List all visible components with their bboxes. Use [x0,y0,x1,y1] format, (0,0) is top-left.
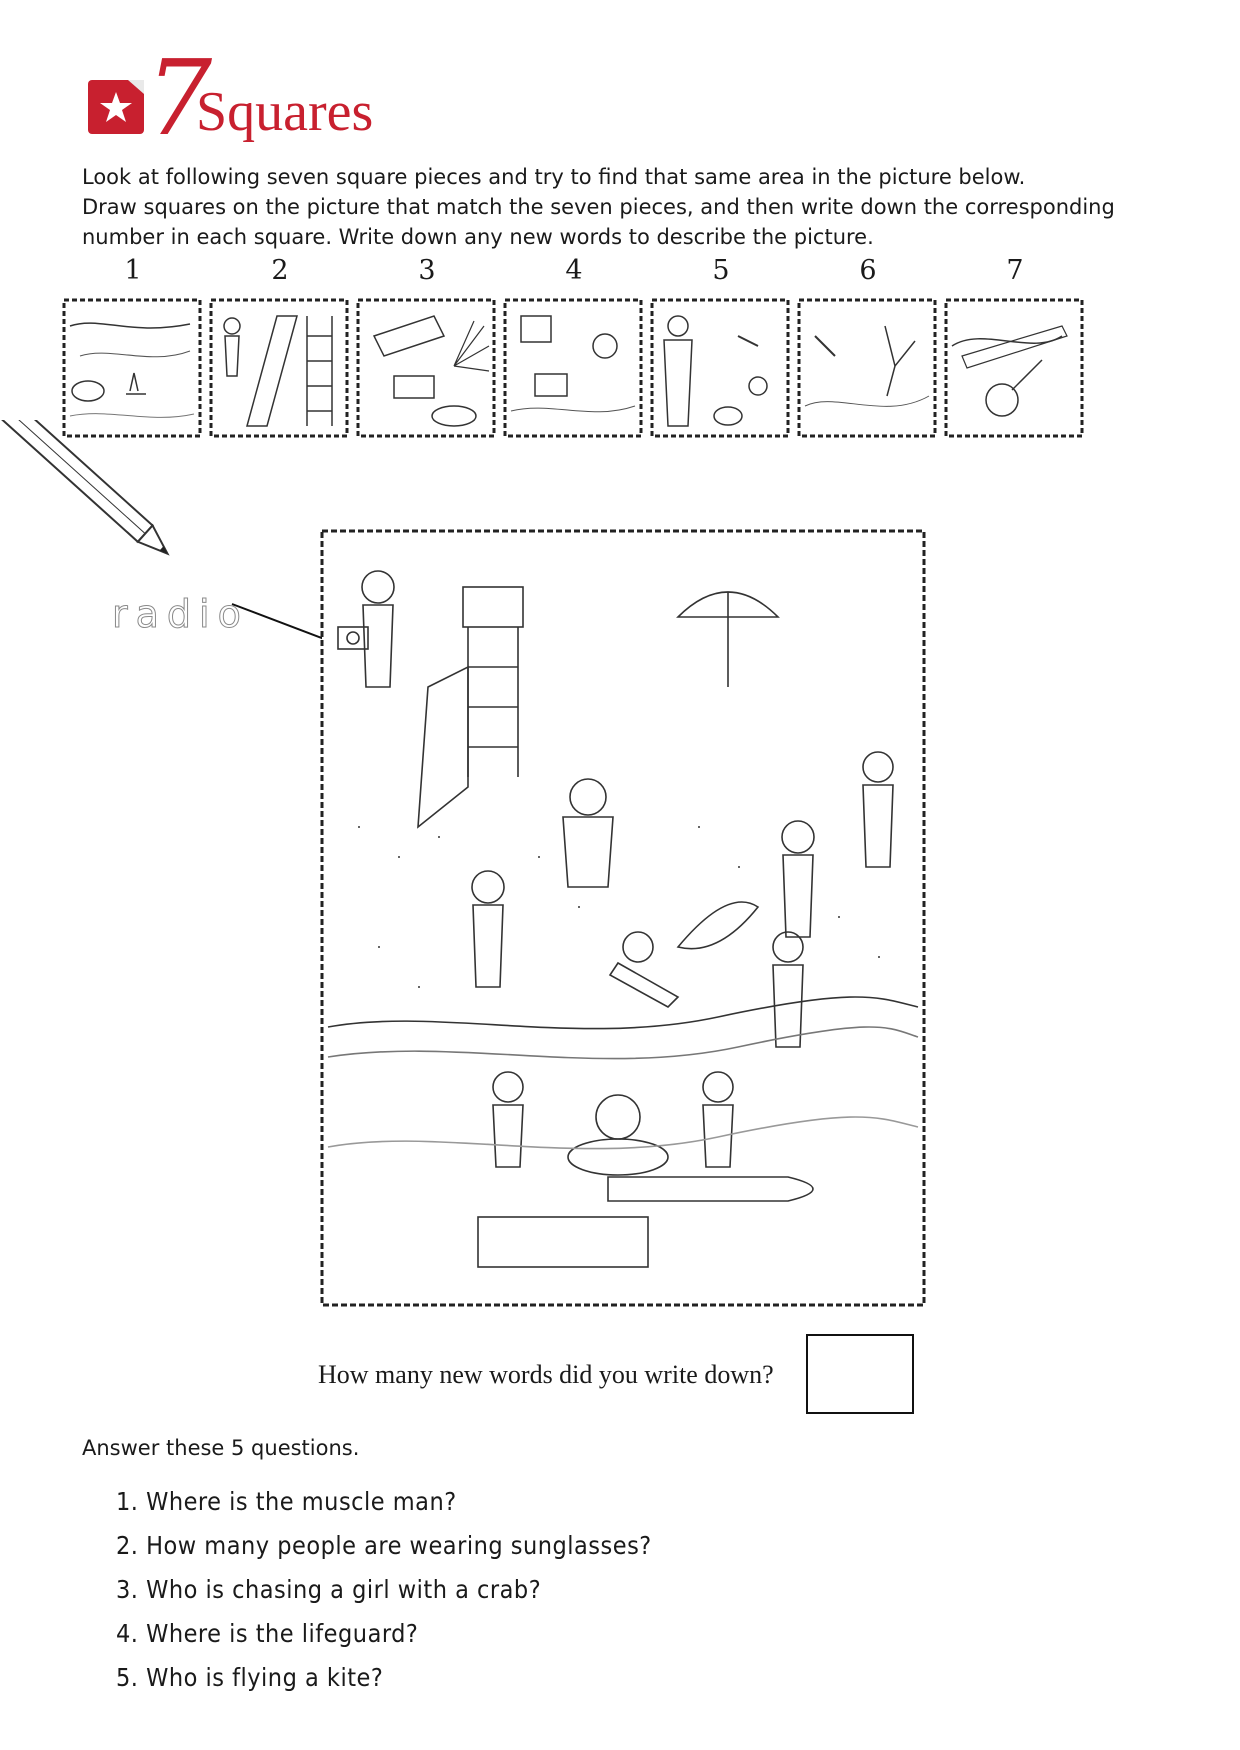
piece-number: 2 [271,255,289,286]
piece-6 [793,256,943,446]
piece-number: 3 [418,255,436,286]
piece-image [60,296,204,440]
question-item: 5. Who is flying a kite? [116,1663,384,1692]
instruction-line: number in each square. Write down any new words to describe the picture. [82,225,874,249]
word-count-answer-box[interactable] [806,1334,914,1414]
piece-number: 6 [859,255,877,286]
question-item: 2. How many people are wearing sunglasses? [116,1531,652,1560]
instruction-line: Draw squares on the picture that match the seven pieces, and then write down the corresponding [82,195,1115,219]
word-count-row [318,1334,928,1418]
piece-image [501,296,645,440]
example-word-radio: radio [112,592,249,636]
question-item: 4. Where is the lifeguard? [116,1619,419,1648]
logo-title: Squares [196,81,374,143]
piece-number: 7 [1006,255,1024,286]
beach-picture [318,527,928,1309]
question-list [116,1480,652,1700]
logo [84,37,384,162]
piece-number: 4 [565,255,583,286]
piece-2 [205,256,355,446]
piece-number: 5 [712,255,730,286]
answer-intro: Answer these 5 questions. [82,1436,360,1460]
word-count-question: How many new words did you write down? [318,1360,774,1389]
question-item: 3. Who is chasing a girl with a crab? [116,1575,542,1604]
square-pieces [58,256,1153,446]
piece-image [648,296,792,440]
piece-1 [58,256,208,446]
piece-number: 1 [124,255,142,286]
piece-3 [352,256,502,446]
piece-image [207,296,351,440]
logo-number: 7 [146,37,213,159]
question-item: 1. Where is the muscle man? [116,1487,457,1516]
piece-image [795,296,939,440]
instruction-line: Look at following seven square pieces and try to find that same area in the picture below. [82,165,1026,189]
instructions [82,162,1162,252]
star-icon [84,74,150,140]
piece-image [354,296,498,440]
piece-4 [499,256,649,446]
piece-5 [646,256,796,446]
piece-7 [940,256,1090,446]
piece-image [942,296,1086,440]
